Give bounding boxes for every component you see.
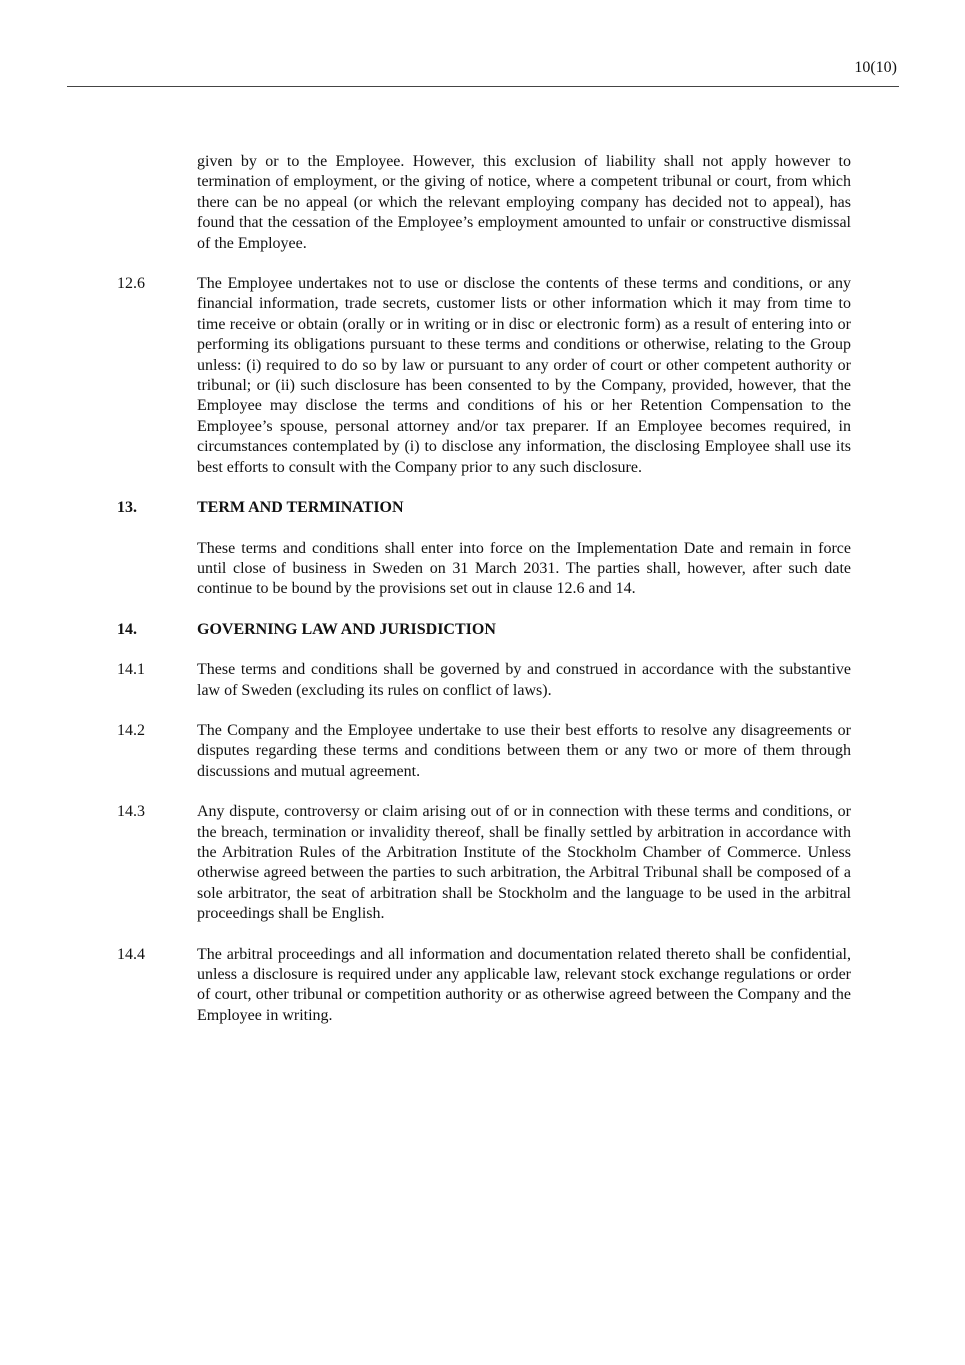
clause-14-3 [117,802,851,924]
clause-number: 14.1 [117,661,145,679]
section-13-heading [117,498,851,518]
clause-number: 14.3 [117,803,145,821]
continuation-paragraph [117,152,851,254]
section-13-paragraph [117,539,851,600]
clause-12-6 [117,274,851,478]
document-body [117,152,851,1046]
clause-14-2 [117,721,851,782]
clause-number: 14.2 [117,721,145,739]
header-divider [67,86,899,87]
section-number: 14. [117,620,137,638]
clause-14-4 [117,945,851,1027]
section-number: 13. [117,499,137,517]
continuation-text: given by or to the Employee. However, this exclusion of liability shall not apply however to termination of employment, or the giving of notice, where a competent tribunal or court, from which there can be no appeal (or which the relevant employing company has decided not to appeal), has found that the cessation of the Employee’s employment amounted to unfair or constructive dismissal of the Employee. [197,153,851,252]
clause-number: 14.4 [117,945,145,963]
clause-text: The arbitral proceedings and all information and documentation related thereto shall be confidential, unless a disclosure is required under any applicable law, relevant stock exchange regulations or order of court, other tribunal or competition authority or as otherwise agreed between the Company and the Employee in writing. [197,945,851,1024]
section-title: GOVERNING LAW AND JURISDICTION [197,620,496,638]
section-text: These terms and conditions shall enter into force on the Implementation Date and remain in force until close of business in Sweden on 31 March 2031. The parties shall, however, after such date continue to be bound by the provisions set out in clause 12.6 and 14. [197,539,851,598]
clause-text: The Company and the Employee undertake to use their best efforts to resolve any disagreements or disputes regarding these terms and conditions between them or any two or more of them through discussions and mutual agreement. [197,721,851,780]
clause-text: The Employee undertakes not to use or disclose the contents of these terms and conditions, or any financial information, trade secrets, customer lists or other information which it may from time to time receive or obtain (orally or in writing or in disc or electronic form) as a result of entering into or performing its obligations pursuant to these terms and conditions or otherwise, relating to the Group unless: (i) required to do so by law or pursuant to any order of court or other competent authority or tribunal; or (ii) such disclosure has been consented to by the Company, provided, however, that the Employee may disclose the terms and conditions of his or her Retention Compensation to the Employee’s spouse, personal attorney and/or tax preparer. If an Employee becomes required, in circumstances contemplated by (i) to disclose any information, the disclosing Employee shall use its best efforts to consult with the Company prior to any such disclosure. [197,275,851,476]
clause-number: 12.6 [117,275,145,293]
page-number: 10(10) [854,59,897,76]
clause-text: These terms and conditions shall be governed by and construed in accordance with the substantive law of Sweden (excluding its rules on conflict of laws). [197,661,851,699]
clause-14-1 [117,660,851,701]
section-title: TERM AND TERMINATION [197,499,404,517]
clause-text: Any dispute, controversy or claim arising out of or in connection with these terms and conditions, or the breach, termination or invalidity thereof, shall be finally settled by arbitration in accordance with the Arbitration Rules of the Arbitration Institute of the Stockholm Chamber of Commerce. Unless otherwise agreed between the parties to such arbitration, the Arbitral Tribunal shall be composed of a sole arbitrator, the seat of arbitration shall be Stockholm and the language to be used in the arbitral proceedings shall be English. [197,803,851,923]
section-14-heading [117,620,851,640]
